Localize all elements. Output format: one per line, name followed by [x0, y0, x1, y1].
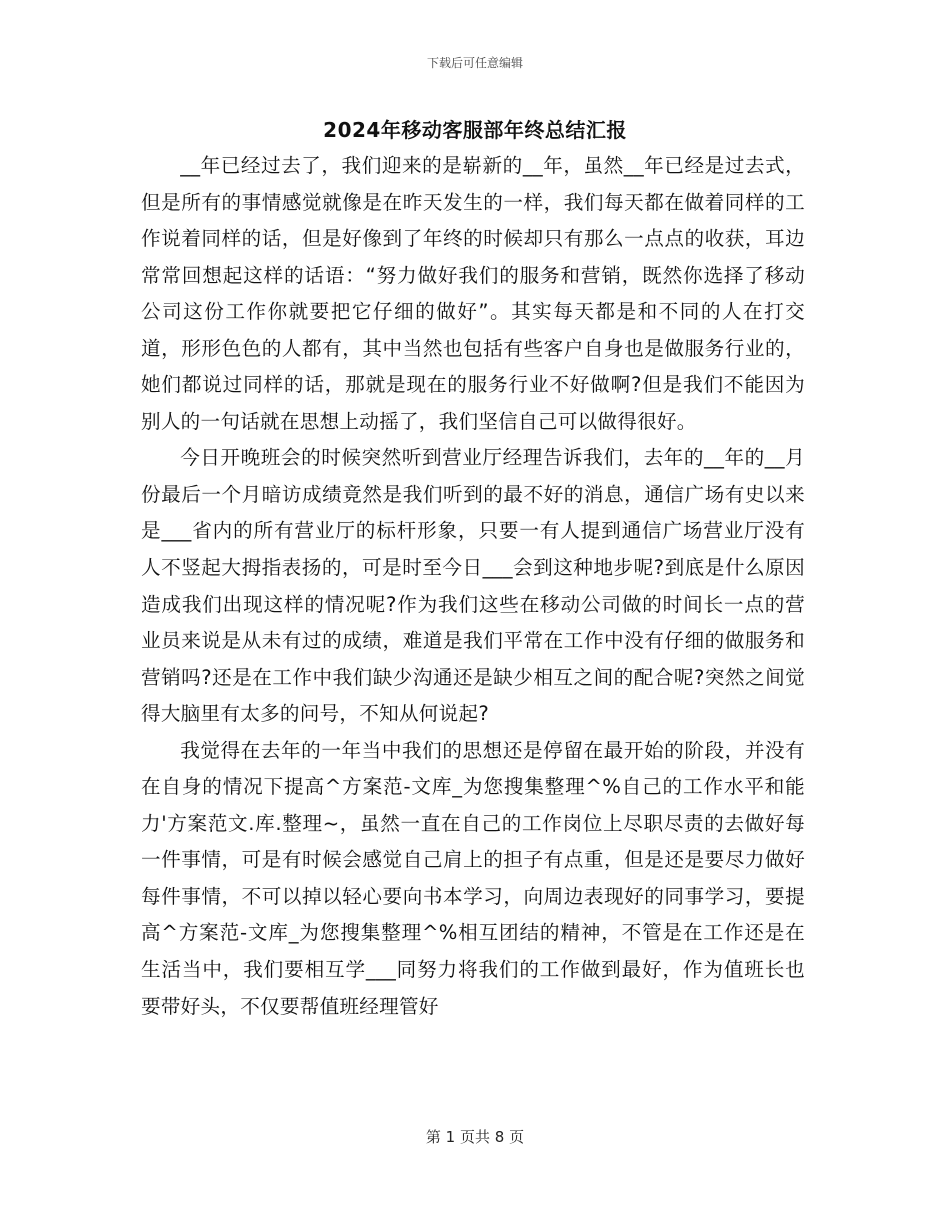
paragraph-2: 今日开晚班会的时候突然听到营业厅经理告诉我们，去年的__年的__月份最后一个月暗访成绩竟然是我们听到的最不好的消息，通信广场有史以来是___省内的所有营业厅的标杆形象，只要一有人提到通信广场营业厅没有人不竖起大拇指表扬的，可是时至今日___会到这种地步呢?到底是什么原因造成我们出现这样的情况呢?作为我们这些在移动公司做的时间长一点的营业员来说是从未有过的成绩，难道是我们平常在工作中没有仔细的做服务和营销吗?还是在工作中我们缺少沟通还是缺少相互之间的配合呢?突然之间觉得大脑里有太多的问号，不知从何说起? — [141, 446, 805, 726]
paragraph-1: __年已经过去了，我们迎来的是崭新的__年，虽然__年已经是过去式，但是所有的事情感觉就像是在昨天发生的一样，我们每天都在做着同样的工作说着同样的话，但是好像到了年终的时候却只有那么一点点的收获，耳边常常回想起这样的话语：“努力做好我们的服务和营销，既然你选择了移动公司这份工作你就要把它仔细的做好”。其实每天都是和不同的人在打交道，形形色色的人都有，其中当然也包括有些客户自身也是做服务行业的，她们都说过同样的话，那就是现在的服务行业不好做啊?但是我们不能因为别人的一句话就在思想上动摇了，我们坚信自己可以做得很好。 — [141, 154, 805, 433]
page-header-note: 下载后可任意编辑 — [426, 56, 523, 70]
document-body — [141, 148, 805, 1025]
page-number: 第 1 页共 8 页 — [425, 1128, 525, 1146]
document-title: 2024年移动客服部年终总结汇报 — [323, 118, 627, 142]
paragraph-3: 我觉得在去年的一年当中我们的思想还是停留在最开始的阶段，并没有在自身的情况下提高^方案范-文库_为您搜集整理^%自己的工作水平和能力'方案范文.库.整理~，虽然一直在自己的工作岗位上尽职尽责的去做好每一件事情，可是有时候会感觉自己肩上的担子有点重，但是还是要尽力做好每件事情，不可以掉以轻心要向书本学习，向周边表现好的同事学习，要提高^方案范-文库_为您搜集整理^%相互团结的精神，不管是在工作还是在生活当中，我们要相互学___同努力将我们的工作做到最好，作为值班长也要带好头，不仅要帮值班经理管好 — [141, 738, 805, 1018]
